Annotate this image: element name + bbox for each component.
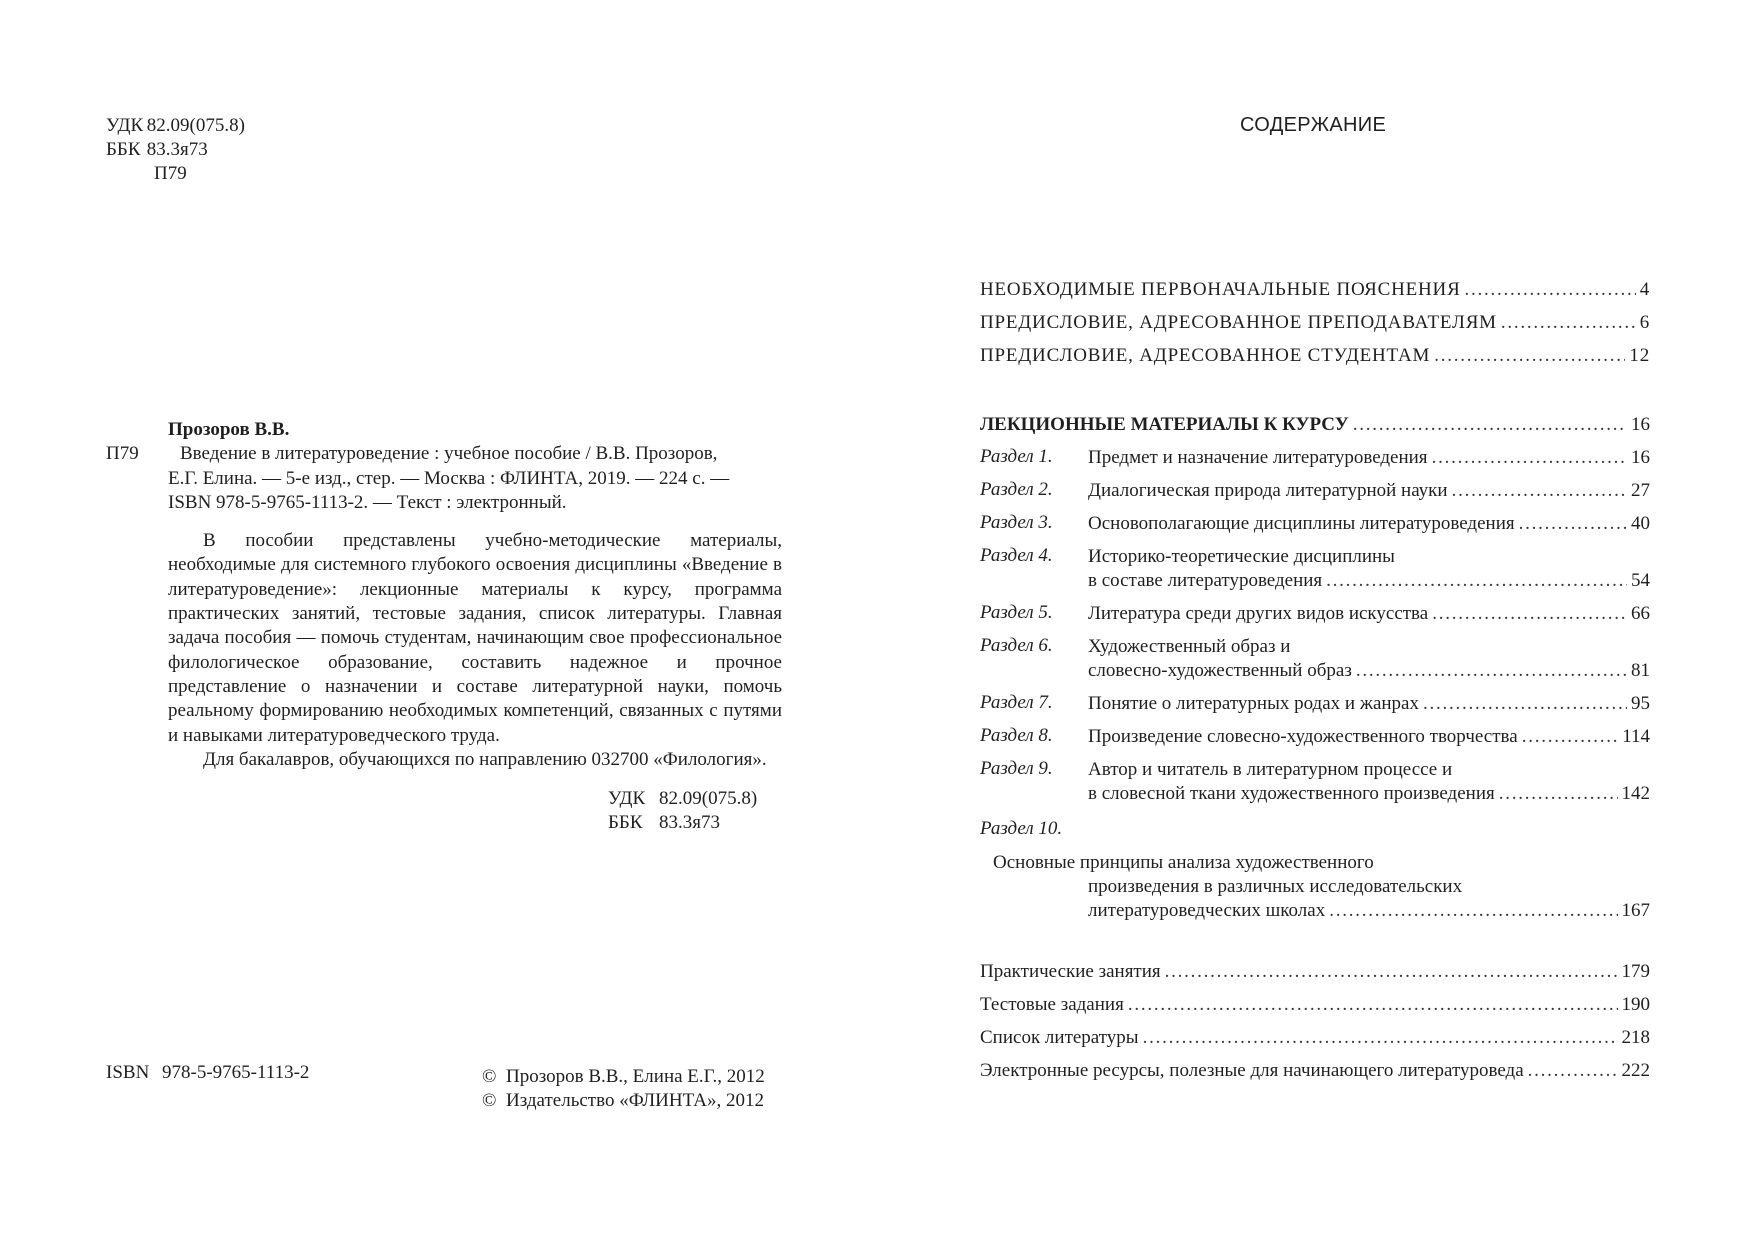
toc-section[interactable] [980, 512, 1650, 545]
section-label: Раздел 3. [980, 512, 1053, 533]
toc-top-entries [980, 273, 1650, 372]
toc-entry-title: Список литературы [980, 1027, 1139, 1048]
section-title-line: Художественный образ и [1088, 636, 1291, 657]
section-title: словесно-художественный образ [1088, 660, 1352, 681]
toc-entry-title: Практические занятия [980, 961, 1161, 982]
toc-section[interactable] [980, 725, 1650, 758]
toc-entry-lectures[interactable] [980, 408, 1650, 441]
section-label: Раздел 4. [980, 545, 1053, 566]
bbk-label: ББК [106, 139, 141, 160]
abstract-paragraph: В пособии представлены учебно-методические материалы, необходимые для системного глубокого освоения дисциплины «Введение в литературоведение»: лекционные материалы к курсу, программа практических занятий, тестовые задания, список литературы. Главная задача пособия — помочь студентам, начинающим свое профессиональное филологическое образование, составить надежное и прочное представление о назначении и составе литературной науки, помочь реальному формированию необходимых компетенций, связанных с путями и навыками литературоведческого труда. [168, 530, 782, 746]
toc-entry-page: 16 [1631, 414, 1650, 435]
toc-title: СОДЕРЖАНИЕ [1240, 114, 1387, 136]
isbn [106, 1062, 309, 1084]
section-page: 27 [1631, 480, 1650, 501]
section-label: Раздел 1. [980, 446, 1053, 467]
toc-entry-page: 218 [1621, 1027, 1650, 1048]
section-page: 66 [1631, 603, 1650, 624]
toc-entry[interactable] [980, 988, 1650, 1021]
section-label: Раздел 5. [980, 602, 1053, 623]
isbn-label: ISBN [106, 1062, 150, 1083]
copyright-text: Издательство «ФЛИНТА», 2012 [506, 1090, 764, 1111]
udk-label: УДК [608, 788, 646, 810]
entry-code: П79 [106, 443, 139, 465]
bibliographic-record [106, 418, 782, 835]
section-title: в составе литературоведения [1088, 570, 1323, 591]
toc-entry[interactable] [980, 273, 1650, 306]
toc-section[interactable] [980, 602, 1650, 635]
section-title-line: Основные принципы анализа художественного [993, 852, 1374, 873]
section-label: Раздел 2. [980, 479, 1053, 500]
toc-entry-page: 222 [1621, 1060, 1650, 1081]
toc-sections [980, 446, 1650, 923]
udk-value: 82.09(075.8) [146, 115, 245, 136]
bbk-value: 83.3я73 [146, 139, 208, 160]
bbk-label: ББК [608, 812, 643, 834]
toc-entry-title: ЛЕКЦИОННЫЕ МАТЕРИАЛЫ К КУРСУ [980, 414, 1349, 435]
section-page: 16 [1631, 447, 1650, 468]
section-title: Диалогическая природа литературной науки [1088, 480, 1448, 501]
section-page: 167 [1621, 900, 1650, 921]
section-title: в словесной ткани художественного произведения [1088, 783, 1495, 804]
toc-entry[interactable] [980, 955, 1650, 988]
abstract-paragraph: Для бакалавров, обучающихся по направлению 032700 «Филология». [203, 748, 767, 770]
toc-entry-title: НЕОБХОДИМЫЕ ПЕРВОНАЧАЛЬНЫЕ ПОЯСНЕНИЯ [980, 279, 1461, 300]
toc-section[interactable] [980, 692, 1650, 725]
toc-section[interactable] [980, 479, 1650, 512]
toc-entry[interactable] [980, 306, 1650, 339]
classification-top [106, 114, 245, 186]
toc-entry-page: 4 [1639, 279, 1650, 300]
section-page: 95 [1631, 693, 1650, 714]
toc-bottom-entries [980, 955, 1650, 1087]
toc-entry-title: Тестовые задания [980, 994, 1124, 1015]
section-title: литературоведческих школах [1088, 900, 1326, 921]
copyright-text: Прозоров В.В., Елина Е.Г., 2012 [506, 1066, 765, 1087]
copyright-block [482, 1065, 765, 1113]
toc-lectures [980, 408, 1650, 441]
toc-section[interactable] [980, 545, 1650, 602]
author-code: П79 [154, 163, 187, 184]
toc-entry[interactable] [980, 339, 1650, 372]
udk-label: УДК [106, 115, 144, 136]
udk-value: 82.09(075.8) [659, 788, 758, 810]
toc-entry-page: 6 [1639, 312, 1650, 333]
isbn-value: 978-5-9765-1113-2 [162, 1062, 310, 1083]
author-name: Прозоров В.В. [168, 419, 290, 440]
section-page: 114 [1622, 726, 1650, 747]
copyright-icon: © [482, 1066, 497, 1087]
section-page: 81 [1631, 660, 1650, 681]
section-title: Произведение словесно-художественного творчества [1088, 726, 1518, 747]
entry-line: Введение в литературоведение : учебное пособие / В.В. Прозоров, [180, 443, 718, 465]
entry-line: Е.Г. Елина. — 5-е изд., стер. — Москва : ФЛИНТА, 2019. — 224 с. — [168, 467, 730, 489]
section-page: 54 [1631, 570, 1650, 591]
toc-entry-page: 190 [1621, 994, 1650, 1015]
bibliographic-entry [106, 442, 782, 515]
toc-entry-title: ПРЕДИСЛОВИЕ, АДРЕСОВАННОЕ ПРЕПОДАВАТЕЛЯМ [980, 312, 1497, 333]
section-page: 40 [1631, 513, 1650, 534]
section-page: 142 [1621, 783, 1650, 804]
toc-entry-title: Электронные ресурсы, полезные для начинающего литературоведа [980, 1060, 1524, 1081]
copyright-icon: © [482, 1090, 497, 1111]
section-title: Понятие о литературных родах и жанрах [1088, 693, 1419, 714]
section-title-line: Автор и читатель в литературном процессе и [1088, 759, 1453, 780]
section-label: Раздел 6. [980, 635, 1053, 656]
section-title: Литература среди других видов искусства [1088, 603, 1429, 624]
section-title-line: произведения в различных исследовательских [1088, 876, 1463, 897]
section-label: Раздел 8. [980, 725, 1053, 746]
section-label: Раздел 10. [980, 818, 1063, 839]
toc-entry[interactable] [980, 1054, 1650, 1087]
toc-section-10[interactable] [980, 817, 1650, 923]
section-label: Раздел 9. [980, 758, 1053, 779]
toc-entry-page: 179 [1621, 961, 1650, 982]
section-label: Раздел 7. [980, 692, 1053, 713]
bbk-value: 83.3я73 [659, 812, 720, 834]
abstract [106, 529, 782, 772]
toc-section[interactable] [980, 758, 1650, 815]
classification-bottom [608, 787, 782, 835]
toc-entry-title: ПРЕДИСЛОВИЕ, АДРЕСОВАННОЕ СТУДЕНТАМ [980, 345, 1431, 366]
toc-section[interactable] [980, 446, 1650, 479]
toc-entry[interactable] [980, 1021, 1650, 1054]
section-title-line: Историко-теоретические дисциплины [1088, 546, 1395, 567]
toc-section[interactable] [980, 635, 1650, 692]
section-title: Предмет и назначение литературоведения [1088, 447, 1428, 468]
entry-line: ISBN 978-5-9765-1113-2. — Текст : электронный. [168, 491, 567, 513]
section-title: Основополагающие дисциплины литературоведения [1088, 513, 1515, 534]
toc-entry-page: 12 [1629, 345, 1650, 366]
